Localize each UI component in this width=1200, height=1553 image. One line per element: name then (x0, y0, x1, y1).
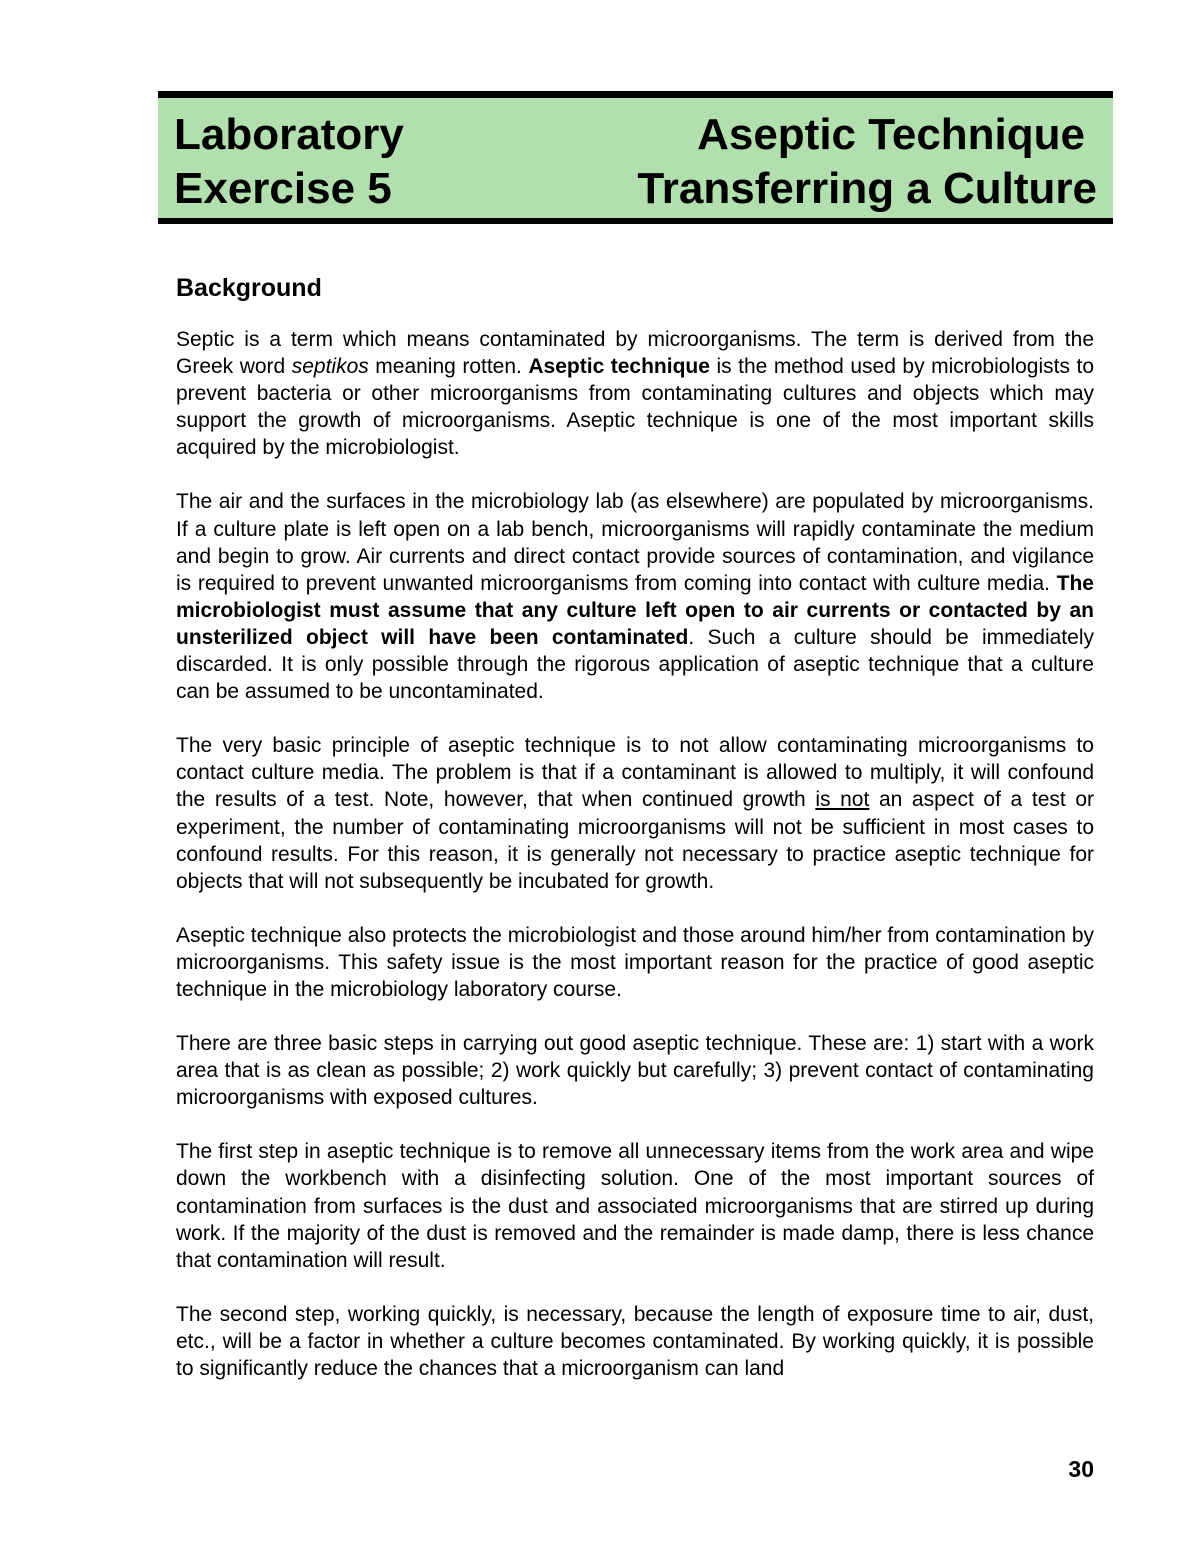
header-exercise-number: Exercise 5 (174, 164, 392, 213)
paragraph-6: The first step in aseptic technique is to remove all unnecessary items from the work area and wipe down the workbench with a disinfecting solution. One of the most important sources of contamination from surfaces is the dust and associated microorganisms that are stirred up during work. If the majority of the dust is removed and the remainder is made damp, there is less chance that contamination will result. (176, 1140, 1094, 1272)
text-run: . Such a culture should be immediately discarded. It is only possible through the rigorous application of aseptic technique that a culture can be assumed to be uncontaminated. (176, 625, 1094, 704)
page-number: 30 (1068, 1456, 1094, 1482)
text-run: Septic is a term which means contaminated by microorganisms. The term is derived from the Greek word (176, 328, 1094, 379)
underlined-phrase: is not (815, 788, 870, 812)
italic-term: septikos (291, 355, 369, 379)
paragraph-2 (176, 488, 1094, 705)
text-run: The air and the surfaces in the microbiology lab (as elsewhere) are populated by microorganisms. If a culture plate is left open on a lab bench, microorganisms will rapidly contaminate the medium and begin to grow. Air currents and direct contact provide sources of contamination, and vigilance is required to prevent unwanted microorganisms from coming into contact with culture media. (176, 490, 1094, 595)
paragraph-4: Aseptic technique also protects the microbiologist and those around him/her from contamination by microorganisms. This safety issue is the most important reason for the practice of good aseptic technique in the microbiology laboratory course. (176, 923, 1094, 1001)
text-run: is the method used by microbiologists to prevent bacteria or other microorganisms from contaminating cultures and objects which may support the growth of microorganisms. Aseptic technique is one of the most important skills acquired by the microbiologist. (176, 355, 1095, 460)
exercise-header (158, 91, 1113, 224)
header-title: Aseptic Technique (697, 110, 1085, 159)
paragraph-7: The second step, working quickly, is necessary, because the length of exposure time to air, dust, etc., will be a factor in whether a culture becomes contaminated. By working quickly, it is possible to significantly reduce the chances that a microorganism can land (176, 1302, 1094, 1380)
header-lab-label: Laboratory (174, 110, 404, 159)
section-heading: Background (176, 274, 322, 302)
paragraph-3 (176, 732, 1094, 895)
document-body (176, 270, 1094, 1409)
text-run: meaning rotten. (368, 355, 529, 379)
header-subtitle: Transferring a Culture (637, 164, 1097, 213)
paragraph-5: There are three basic steps in carrying out good aseptic technique. These are: 1) start with a work area that is as clean as possible; 2) work quickly but carefully; 3) prevent contact of contaminating microorganisms with exposed cultures. (176, 1032, 1094, 1110)
bold-statement: The microbiologist must assume that any culture left open to air currents or contacted by an unsterilized object will have been contaminated (176, 571, 1094, 649)
text-run: The very basic principle of aseptic technique is to not allow contaminating microorganisms to contact culture media. The problem is that if a contaminant is allowed to multiply, it will confound the results of a test. Note, however, that when continued growth (176, 734, 1094, 812)
bold-term: Aseptic technique (528, 355, 710, 379)
paragraph-1 (176, 326, 1094, 461)
text-run: an aspect of a test or experiment, the number of contaminating microorganisms will not be sufficient in most cases to confound results. For this reason, it is generally not necessary to practice aseptic technique for objects that will not subsequently be incubated for growth. (176, 788, 1094, 893)
